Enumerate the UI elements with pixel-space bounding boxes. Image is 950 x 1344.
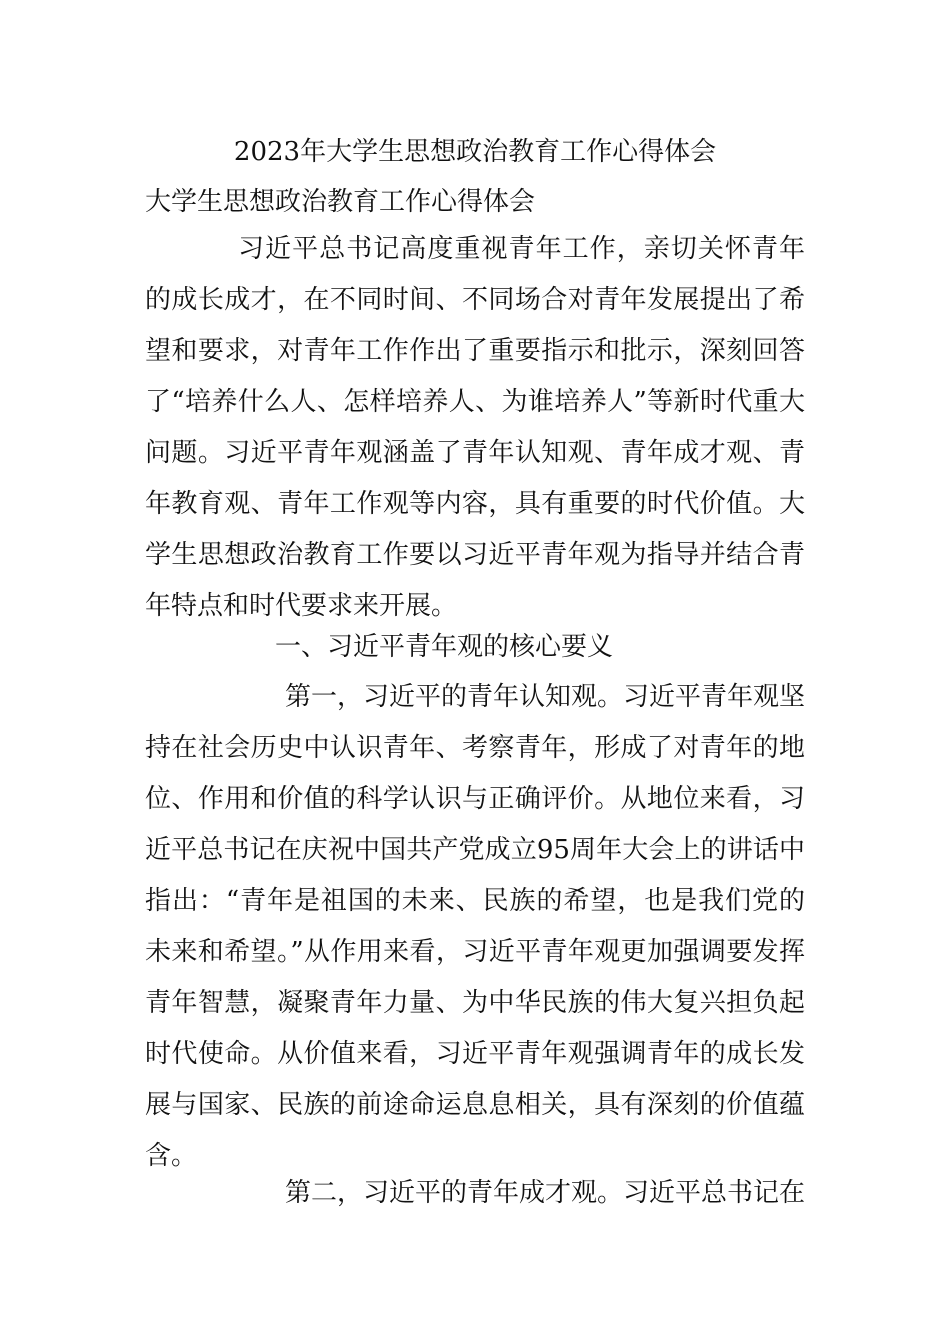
paragraph-first-point-text: 第一，习近平的青年认知观。习近平青年观坚持在社会历史中认识青年、考察青年，形成了对青年的地位、作用和价值的科学认识与正确评价。从地位来看，习近平总书记在庆祝中国共产党成立95周年大会上的讲话中指出：“青年是祖国的未来、民族的希望，也是我们党的未来和希望。”从作用来看，习近平青年观更加强调要发挥青年智慧，凝聚青年力量、为中华民族的伟大复兴担负起时代使命。从价值来看，习近平青年观强调青年的成长发展与国家、民族的前途命运息息相关，具有深刻的价值蕴含。 <box>145 682 806 1171</box>
document-title: 2023年大学生思想政治教育工作心得体会 <box>233 137 717 167</box>
document-subtitle: 大学生思想政治教育工作心得体会 <box>145 187 536 217</box>
paragraph-first-point <box>145 672 805 1182</box>
paragraph-second-point <box>145 1168 805 1219</box>
paragraph-intro <box>145 224 805 632</box>
section-heading: 一、习近平青年观的核心要义 <box>275 632 614 662</box>
paragraph-intro-text: 习近平总书记高度重视青年工作，亲切关怀青年的成长成才，在不同时间、不同场合对青年发展提出了希望和要求，对青年工作作出了重要指示和批示，深刻回答了“培养什么人、怎样培养人、为谁培养人”等新时代重大问题。习近平青年观涵盖了青年认知观、青年成才观、青年教育观、青年工作观等内容，具有重要的时代价值。大学生思想政治教育工作要以习近平青年观为指导并结合青年特点和时代要求来开展。 <box>145 234 805 621</box>
paragraph-second-point-text: 第二，习近平的青年成才观。习近平总书记在 <box>285 1178 806 1208</box>
